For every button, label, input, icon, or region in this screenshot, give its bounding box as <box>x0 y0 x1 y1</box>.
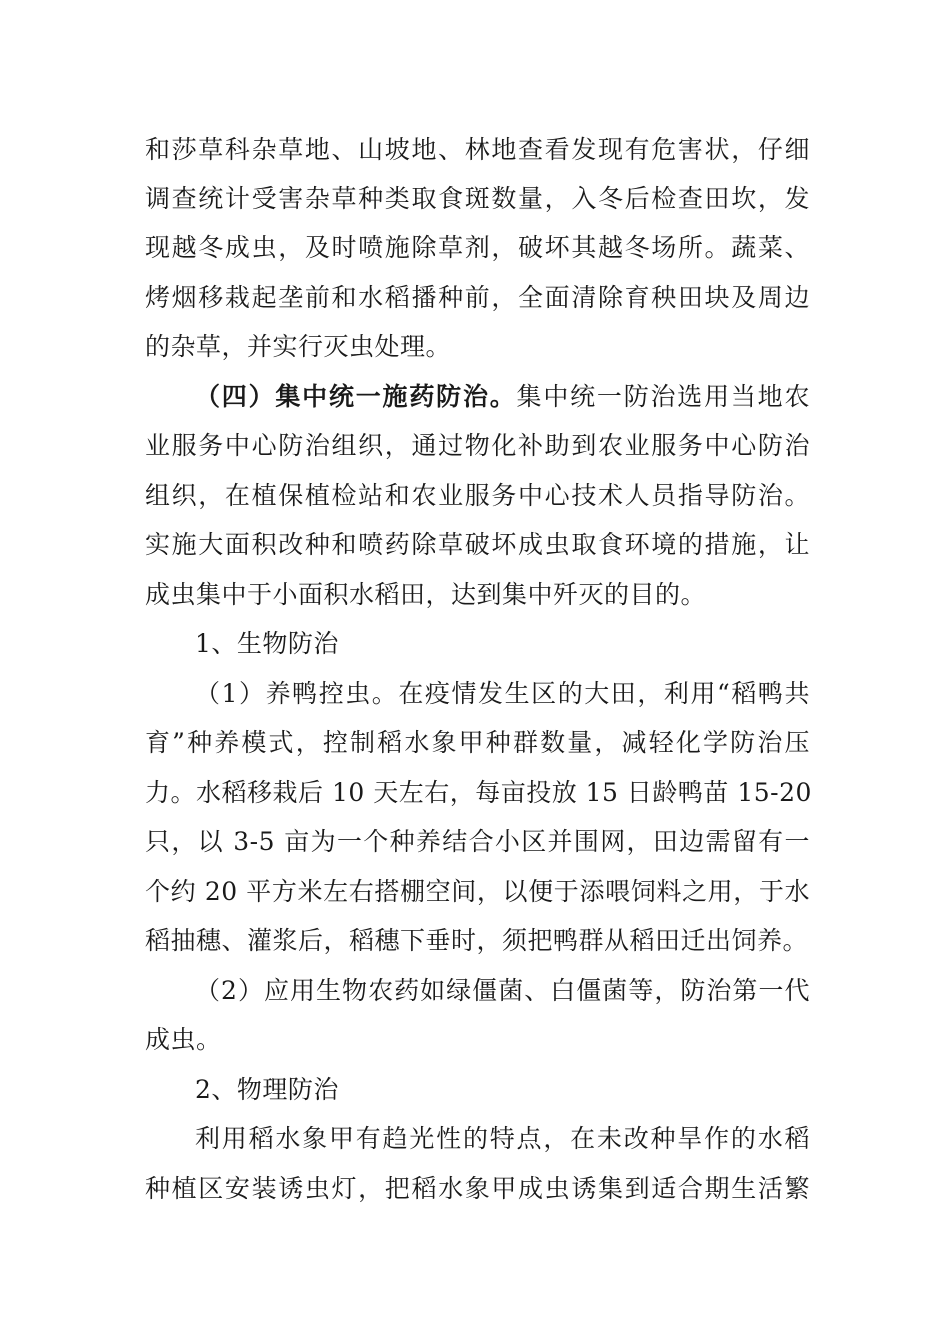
body-line: 实施大面积改种和喷药除草破坏成虫取食环境的措施，让 <box>145 530 810 559</box>
body-line: 和莎草科杂草地、山坡地、林地查看发现有危害状，仔细 <box>145 135 810 164</box>
body-line: 个约 20 平方米左右搭棚空间，以便于添喂饲料之用，于水 <box>145 877 810 906</box>
body-line: 利用稻水象甲有趋光性的特点，在未改种旱作的水稻 <box>195 1124 810 1153</box>
body-line: 成虫。 <box>145 1025 222 1054</box>
body-line: 烤烟移栽起垄前和水稻播种前，全面清除育秧田块及周边 <box>145 283 810 312</box>
section-four-paragraph-start <box>195 372 810 422</box>
body-line: 调查统计受害杂草种类取食斑数量，入冬后检查田坎，发 <box>145 184 810 213</box>
subsection-heading-biological: 1、生物防治 <box>195 629 339 658</box>
body-line: 力。水稻移栽后 10 天左右，每亩投放 15 日龄鸭苗 15-20 <box>145 778 812 807</box>
body-line: 稻抽穗、灌浆后，稻穗下垂时，须把鸭群从稻田迁出饲养。 <box>145 926 809 955</box>
body-line: （1）养鸭控虫。在疫情发生区的大田，利用“稻鸭共 <box>195 679 810 708</box>
subsection-heading-physical: 2、物理防治 <box>195 1075 339 1104</box>
body-line: 育”种养模式，控制稻水象甲种群数量，减轻化学防治压 <box>145 728 810 757</box>
body-line: 只，以 3-5 亩为一个种养结合小区并围网，田边需留有一 <box>145 827 810 856</box>
body-line: （2）应用生物农药如绿僵菌、白僵菌等，防治第一代 <box>195 976 810 1005</box>
body-text: 集中统一防治选用当地农 <box>516 382 810 411</box>
body-line: 成虫集中于小面积水稻田，达到集中歼灭的目的。 <box>145 580 707 609</box>
body-line: 组织，在植保植检站和农业服务中心技术人员指导防治。 <box>145 481 810 510</box>
section-four-heading: （四）集中统一施药防治。 <box>195 382 517 411</box>
body-line: 现越冬成虫，及时喷施除草剂，破坏其越冬场所。蔬菜、 <box>145 233 810 262</box>
body-line: 的杂草，并实行灭虫处理。 <box>145 332 452 361</box>
body-line: 种植区安装诱虫灯，把稻水象甲成虫诱集到适合期生活繁 <box>145 1174 810 1203</box>
body-line: 业服务中心防治组织，通过物化补助到农业服务中心防治 <box>145 431 810 460</box>
